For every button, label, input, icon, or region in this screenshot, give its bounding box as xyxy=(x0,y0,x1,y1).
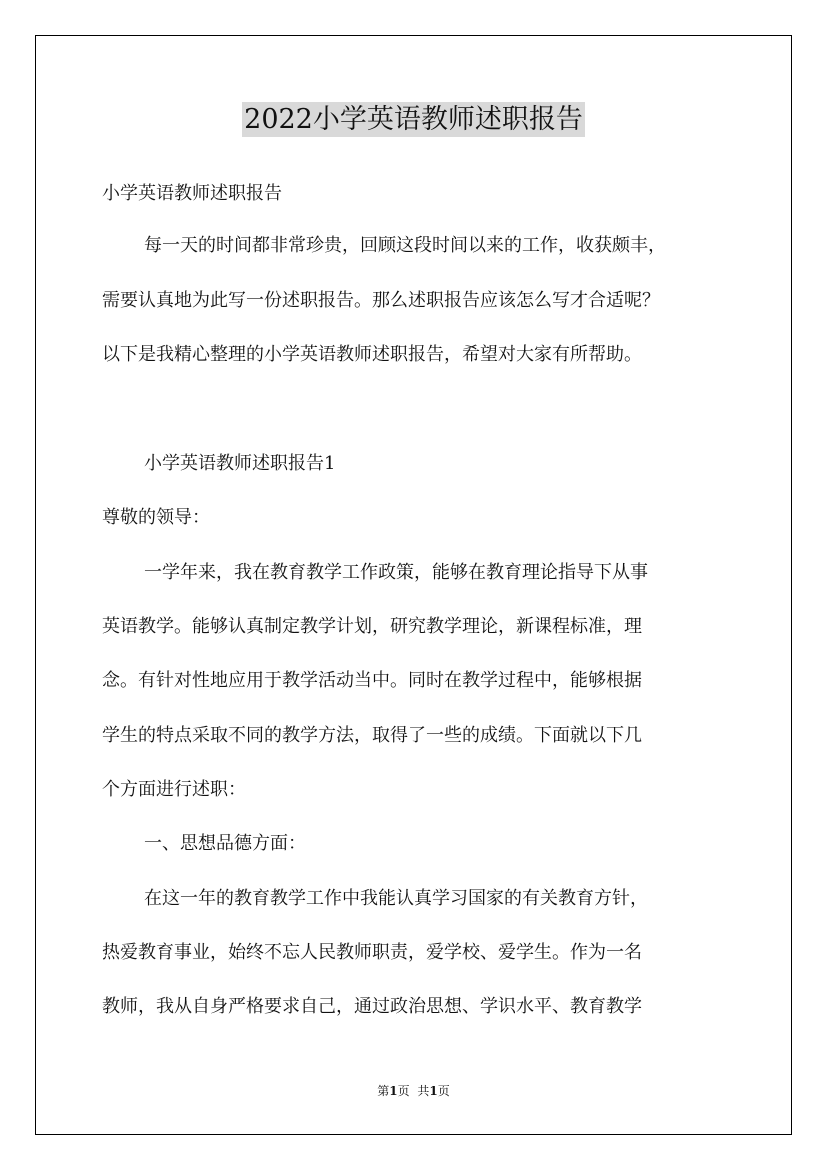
footer-prefix: 第 xyxy=(377,1084,390,1098)
page-footer xyxy=(0,1083,827,1099)
footer-total-prefix: 共 xyxy=(417,1084,430,1098)
para1-line-3: 念。有针对性地应用于教学活动当中。同时在教学过程中，能够根据 xyxy=(102,670,642,691)
intro-line-2: 需要认真地为此写一份述职报告。那么述职报告应该怎么写才合适呢？ xyxy=(102,290,660,311)
title-text: 2022小学英语教师述职报告 xyxy=(244,104,583,135)
salutation: 尊敬的领导： xyxy=(102,507,210,528)
footer-total-suffix: 页 xyxy=(437,1084,450,1098)
intro-line-1: 每一天的时间都非常珍贵，回顾这段时间以来的工作，收获颇丰， xyxy=(144,235,666,256)
para2-line-3: 教师，我从自身严格要求自己，通过政治思想、学识水平、教育教学 xyxy=(102,996,642,1017)
footer-page-suffix: 页 xyxy=(397,1084,410,1098)
subtitle: 小学英语教师述职报告 xyxy=(102,183,282,204)
point1-heading: 一、思想品德方面： xyxy=(144,833,306,854)
para2-line-2: 热爱教育事业，始终不忘人民教师职责，爱学校、爱学生。作为一名 xyxy=(102,942,642,963)
document-title xyxy=(0,98,827,142)
para1-line-5: 个方面进行述职： xyxy=(102,779,246,800)
intro-line-3: 以下是我精心整理的小学英语教师述职报告，希望对大家有所帮助。 xyxy=(102,344,642,365)
footer-total-pages: 1 xyxy=(429,1084,438,1098)
para1-line-1: 一学年来，我在教育教学工作政策，能够在教育理论指导下从事 xyxy=(144,562,648,583)
para1-line-4: 学生的特点采取不同的教学方法，取得了一些的成绩。下面就以下几 xyxy=(102,725,642,746)
para1-line-2: 英语教学。能够认真制定教学计划，研究教学理论，新课程标准，理 xyxy=(102,616,642,637)
para2-line-1: 在这一年的教育教学工作中我能认真学习国家的有关教育方针， xyxy=(144,888,648,909)
footer-page-number: 1 xyxy=(389,1084,398,1098)
section-heading: 小学英语教师述职报告1 xyxy=(144,453,336,474)
